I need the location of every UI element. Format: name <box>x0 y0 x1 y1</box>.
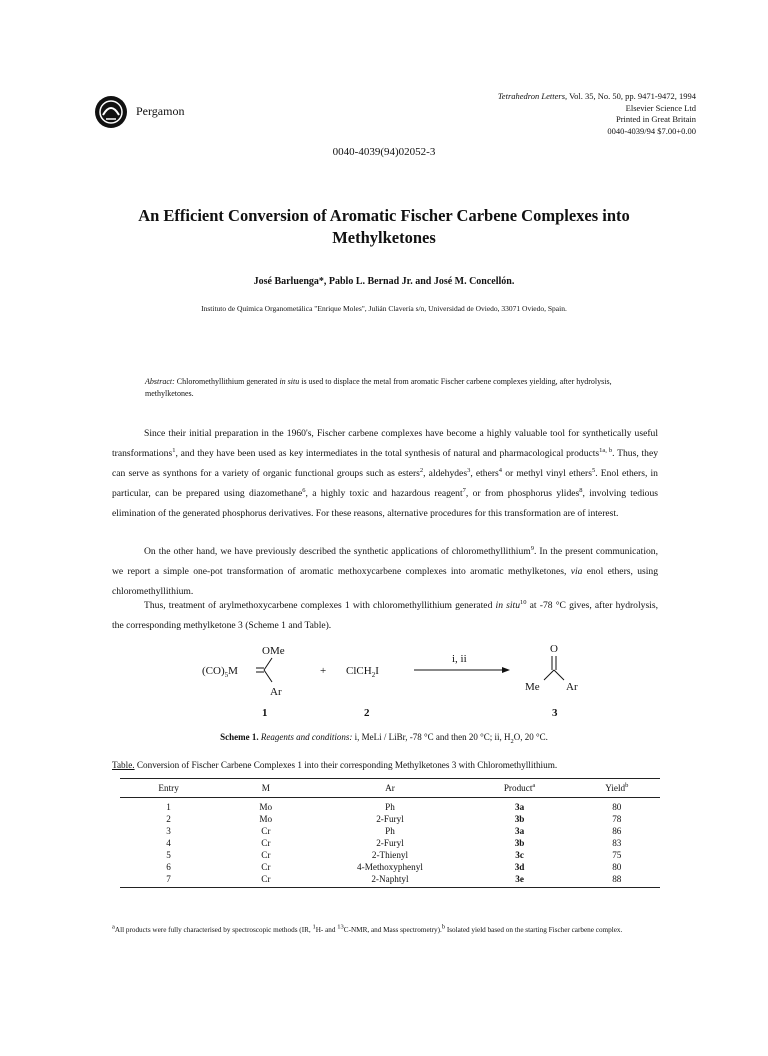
ref-2: 2 <box>419 466 424 474</box>
abstract-text-a: Chloromethyllithium generated <box>176 377 278 386</box>
compound-label-3: 3 <box>552 707 558 719</box>
p2-text: On the other hand, we have previously described the synthetic applications of chloromethyllithium <box>144 546 531 557</box>
journal-name: Tetrahedron Letters, <box>497 91 568 101</box>
p2-text: enol ethers, using chloromethyllithium. <box>112 566 658 597</box>
col-metal: M <box>217 779 314 798</box>
scheme-caption <box>0 732 768 745</box>
table-row: 7 Cr 2-Naphtyl 3e 88 <box>120 873 660 888</box>
article-title <box>120 205 648 249</box>
col-product: Product$^a$ <box>466 779 574 798</box>
p1-text: , involving tedious elimination of the generated phosphorus derivatives. For these reasons, alternative procedures for this transformation are of interest. <box>112 488 658 519</box>
doi: 0040-4039(94)02052-3 <box>332 146 436 158</box>
scheme-reagent: ClCH$_2$I <box>346 665 379 679</box>
printed-location: Printed in Great Britain <box>615 114 696 124</box>
abstract <box>145 376 660 400</box>
p1-text: . Enol ethers, in particular, can be prepared using diazomethane <box>112 468 658 499</box>
footnote-mark-b: b <box>441 923 446 931</box>
ref-8: 8 <box>579 486 583 494</box>
bond-ome <box>264 658 272 670</box>
table-caption <box>112 760 557 770</box>
abstract-label: Abstract: <box>145 377 175 386</box>
results-table <box>120 778 660 888</box>
table-row: 2 Mo 2-Furyl 3b 78 <box>166 814 622 824</box>
ref-1: 1 <box>172 446 176 454</box>
footnote-c-text: C-NMR, and Mass spectrometry). <box>343 926 442 934</box>
paragraph-1 <box>112 424 658 524</box>
scheme-me: Me <box>525 681 540 693</box>
pergamon-logo-icon <box>94 95 128 129</box>
journal-citation <box>498 91 696 103</box>
affiliation: Instituto de Química Organometálica "Enrique Moles", Julián Clavería s/n, Universidad de Oviedo, 33071 Oviedo, Spain. <box>201 304 567 313</box>
scheme-caption-conditions-label: Reagents and conditions: <box>260 732 353 742</box>
journal-volume: Vol. 35, No. 50, pp. 9471-9472, 1994 <box>569 91 696 101</box>
reaction-scheme <box>200 640 620 720</box>
ref-4: 4 <box>498 466 503 474</box>
journal-info <box>498 91 696 137</box>
p1-text: . Thus, they can serve as synthons for a variety of organic functional groups such as esters <box>112 448 658 479</box>
scheme-ome: OMe <box>262 645 285 657</box>
footnote-b-text: Isolated yield based on the starting Fischer carbene complex. <box>446 926 623 934</box>
bond-ar <box>264 670 272 682</box>
col-entry: Entry <box>120 779 217 798</box>
footnote-h-text: H- and <box>315 926 336 934</box>
journal-publisher: Elsevier Science Ltd <box>625 102 696 113</box>
ref-9: 9 <box>530 544 534 552</box>
compound-label-2: 2 <box>364 707 370 719</box>
ref-1ab: 1a, b <box>599 446 613 454</box>
paragraph-3 <box>112 596 658 636</box>
table-footnote <box>112 924 660 936</box>
table-header-row <box>120 779 660 798</box>
p3-text: Thus, treatment of arylmethoxycarbene complexes 1 with chloromethyllithium generated <box>144 600 493 611</box>
ref-6: 6 <box>302 486 306 494</box>
arrow-head <box>502 667 510 673</box>
authors: José Barluenga*, Pablo L. Bernad Jr. and José M. Concellón. <box>253 276 515 287</box>
paragraph-2 <box>112 542 658 602</box>
table-row: 3 Cr Ph 3a 86 <box>166 826 622 836</box>
table-caption-label: Table. <box>112 760 135 770</box>
scheme-caption-end: O, 20 °C. <box>513 732 548 742</box>
scheme-ar-2: Ar <box>566 681 578 693</box>
ref-3: 3 <box>467 466 471 474</box>
ref-7: 7 <box>462 486 466 494</box>
issn-price: 0040-4039/94 $7.00+0.00 <box>607 125 696 136</box>
col-aryl: Ar <box>314 779 465 798</box>
p1-text: , or from phosphorus ylides <box>465 488 580 499</box>
footnote-a-text: All products were fully characterised by spectroscopic methods (IR, <box>114 926 311 934</box>
scheme-co5m: $(CO)_5M$ <box>202 665 238 679</box>
bond-ar-2 <box>554 670 564 680</box>
scheme-ar-1: Ar <box>270 686 282 698</box>
abstract-text-b: is used to displace the metal from aromatic Fischer carbene complexes yielding, after hydrolysis, methylketones. <box>145 377 612 398</box>
p1-text: , and they have been used as key intermediates in the total synthesis of natural and pharmacological products <box>175 448 600 459</box>
title-line-1: An Efficient Conversion of Aromatic Fischer Carbene Complexes into <box>138 206 630 225</box>
bond-me <box>544 670 554 680</box>
table-caption-text: Conversion of Fischer Carbene Complexes 1 into their corresponding Methylketones 3 with Chloromethyllithium. <box>136 760 558 770</box>
scheme-oxygen: O <box>550 643 558 655</box>
publisher-name: Pergamon <box>136 104 185 118</box>
p2-via: via <box>570 566 583 577</box>
title-line-2: Methylketones <box>332 228 436 247</box>
scheme-plus: + <box>320 665 327 677</box>
col-yield: Yield$^b$ <box>574 779 660 798</box>
abstract-in-situ: in situ <box>279 377 300 386</box>
ref-10: 10 <box>520 598 527 606</box>
ref-5: 5 <box>591 466 596 474</box>
table-row: 1 Mo Ph 3a 80 <box>166 802 622 812</box>
table-row: 6 Cr 4-Methoxyphenyl 3d 80 <box>166 862 622 872</box>
footnote-sup-1: 1 <box>312 923 316 931</box>
table-row: 5 Cr 2-Thienyl 3c 75 <box>166 850 622 860</box>
p1-text: or methyl vinyl ethers <box>502 468 592 479</box>
table-row: 4 Cr 2-Furyl 3b 83 <box>166 838 622 848</box>
scheme-caption-sub: 2 <box>510 737 514 745</box>
scheme-conditions: i, ii <box>452 653 467 665</box>
footnote-sup-13: 13 <box>337 923 344 931</box>
footnote-mark-a: a <box>112 923 115 931</box>
compound-label-1: 1 <box>262 707 268 719</box>
p1-text: , ethers <box>470 468 499 479</box>
scheme-caption-text: i, MeLi / LiBr, -78 °C and then 20 °C; ii, H <box>354 732 511 742</box>
p3-in-situ: in situ <box>495 600 521 611</box>
p1-text: Since their initial preparation in the 1960's, Fischer carbene complexes have become a highly valuable tool for synthetically useful transformations <box>112 428 658 459</box>
scheme-caption-label: Scheme 1. <box>220 732 259 742</box>
p3-text: at -78 °C gives, after hydrolysis, the corresponding methylketone 3 (Scheme 1 and Table). <box>112 600 658 631</box>
p1-text: , a highly toxic and hazardous reagent <box>305 488 463 499</box>
p2-text: . In the present communication, we report a simple one-pot transformation of aromatic methoxycarbene complexes into aromatic methylketones, <box>112 546 658 577</box>
p1-text: , aldehydes <box>423 468 468 479</box>
